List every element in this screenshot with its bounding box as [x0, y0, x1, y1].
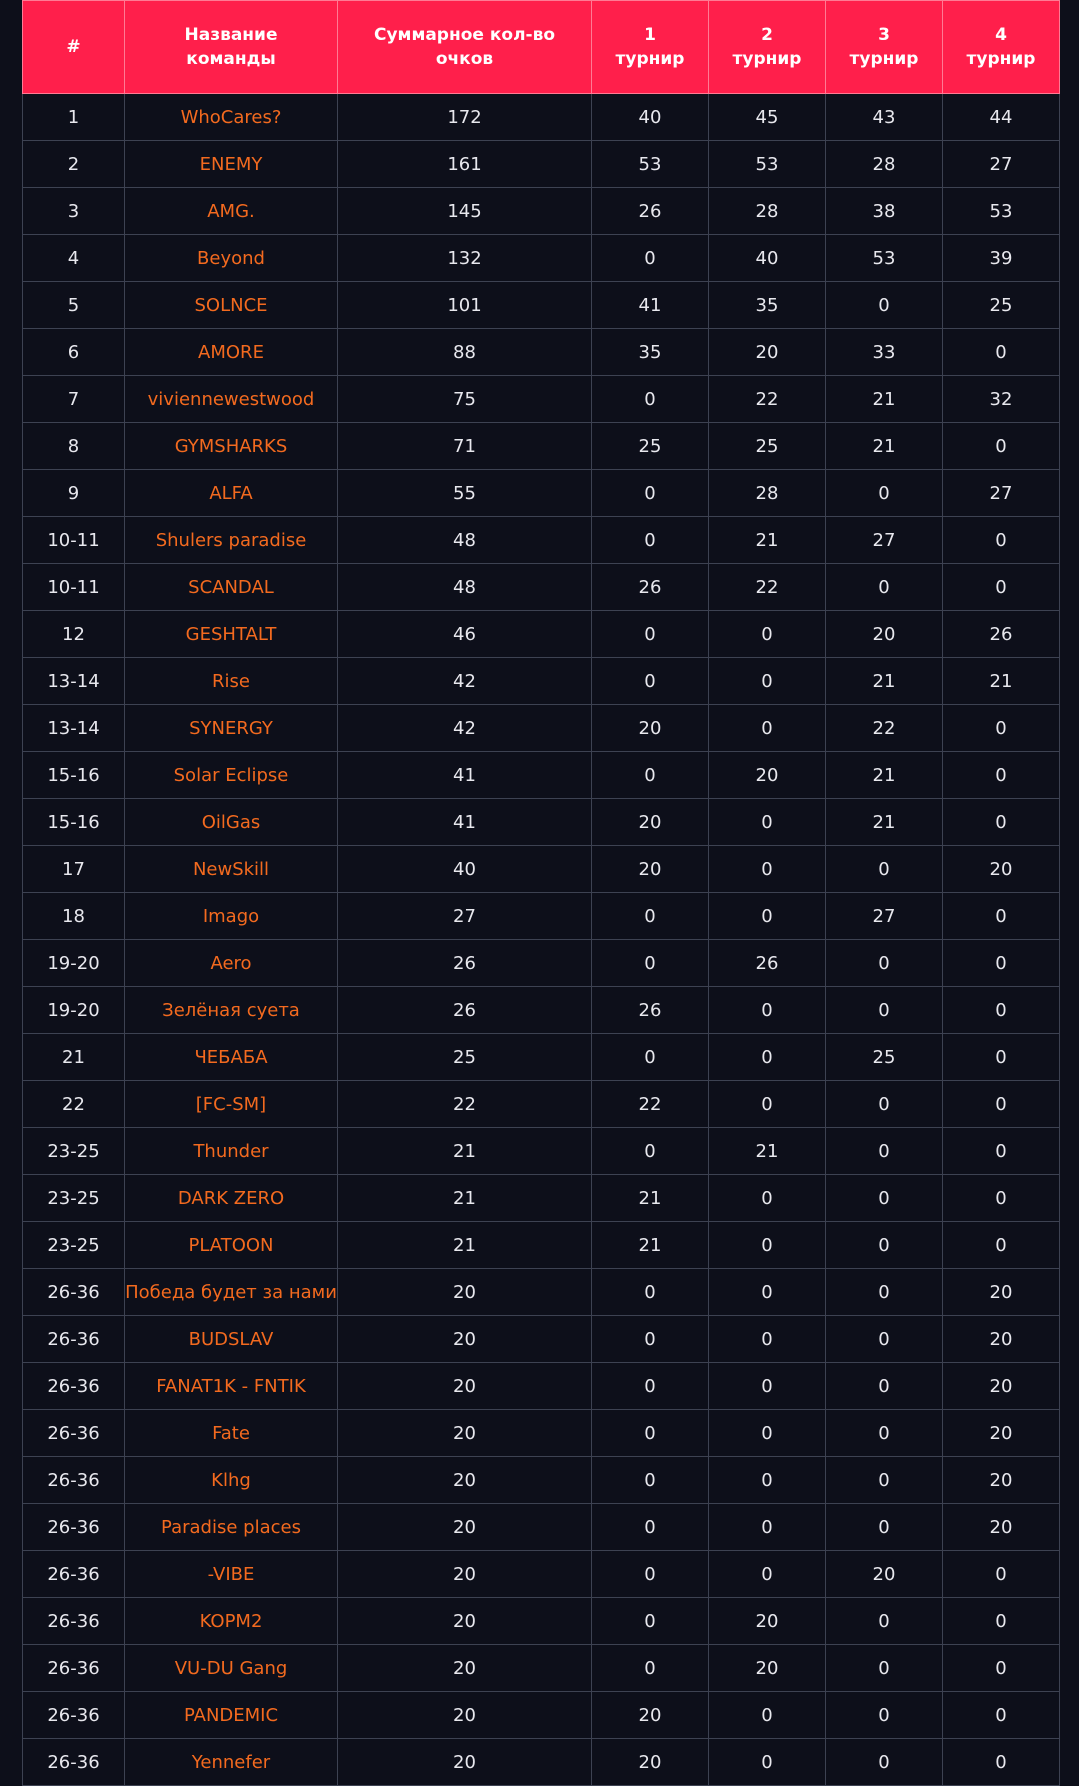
tournament-2-cell: 21 — [709, 1128, 826, 1175]
tournament-1-cell: 0 — [592, 517, 709, 564]
tournament-2-cell: 0 — [709, 658, 826, 705]
tournament-2-cell: 22 — [709, 564, 826, 611]
rank-cell: 13-14 — [23, 705, 125, 752]
team-name-cell: Rise — [125, 658, 338, 705]
tournament-4-cell: 0 — [943, 1175, 1060, 1222]
tournament-3-cell: 0 — [826, 470, 943, 517]
tournament-1-cell: 26 — [592, 188, 709, 235]
table-row — [23, 188, 1060, 235]
table-row — [23, 564, 1060, 611]
tournament-4-cell: 0 — [943, 705, 1060, 752]
tournament-3-cell: 27 — [826, 517, 943, 564]
team-name-cell: PLATOON — [125, 1222, 338, 1269]
tournament-3-cell: 20 — [826, 611, 943, 658]
tournament-4-cell: 0 — [943, 1692, 1060, 1739]
tournament-1-cell: 0 — [592, 235, 709, 282]
table-row — [23, 1504, 1060, 1551]
tournament-4-cell: 0 — [943, 1081, 1060, 1128]
table-row — [23, 1081, 1060, 1128]
tournament-3-cell: 0 — [826, 846, 943, 893]
rank-cell: 26-36 — [23, 1504, 125, 1551]
total-points-cell: 42 — [338, 705, 592, 752]
tournament-1-cell: 0 — [592, 1363, 709, 1410]
total-points-cell: 88 — [338, 329, 592, 376]
table-row — [23, 611, 1060, 658]
tournament-1-cell: 0 — [592, 1645, 709, 1692]
tournament-2-cell: 0 — [709, 1222, 826, 1269]
table-row — [23, 893, 1060, 940]
total-points-cell: 20 — [338, 1316, 592, 1363]
total-points-cell: 25 — [338, 1034, 592, 1081]
tournament-3-cell: 0 — [826, 1316, 943, 1363]
table-row — [23, 141, 1060, 188]
total-points-cell: 20 — [338, 1457, 592, 1504]
total-points-cell: 27 — [338, 893, 592, 940]
rank-cell: 5 — [23, 282, 125, 329]
team-name-cell: Yennefer — [125, 1739, 338, 1786]
team-name-cell: Shulers paradise — [125, 517, 338, 564]
team-name-cell: AMG. — [125, 188, 338, 235]
tournament-3-cell: 0 — [826, 1457, 943, 1504]
tournament-3-cell: 0 — [826, 1598, 943, 1645]
total-points-cell: 21 — [338, 1128, 592, 1175]
tournament-1-cell: 0 — [592, 1551, 709, 1598]
tournament-4-cell: 20 — [943, 846, 1060, 893]
team-name-cell: viviennewestwood — [125, 376, 338, 423]
tournament-1-cell: 41 — [592, 282, 709, 329]
tournament-1-cell: 0 — [592, 1269, 709, 1316]
total-points-cell: 20 — [338, 1269, 592, 1316]
team-name-cell: Fate — [125, 1410, 338, 1457]
tournament-3-cell: 0 — [826, 1269, 943, 1316]
tournament-2-cell: 25 — [709, 423, 826, 470]
tournament-4-cell: 25 — [943, 282, 1060, 329]
tournament-2-cell: 0 — [709, 1363, 826, 1410]
tournament-3-cell: 0 — [826, 1739, 943, 1786]
tournament-2-cell: 20 — [709, 1598, 826, 1645]
tournament-2-cell: 0 — [709, 1269, 826, 1316]
total-points-cell: 161 — [338, 141, 592, 188]
tournament-4-cell: 0 — [943, 329, 1060, 376]
header-tournament-3[interactable]: 3 турнир — [826, 1, 943, 94]
table-row — [23, 329, 1060, 376]
tournament-4-cell: 0 — [943, 517, 1060, 564]
table-row — [23, 1457, 1060, 1504]
tournament-1-cell: 26 — [592, 987, 709, 1034]
rank-cell: 26-36 — [23, 1363, 125, 1410]
team-name-cell: SOLNCE — [125, 282, 338, 329]
tournament-4-cell: 32 — [943, 376, 1060, 423]
tournament-4-cell: 21 — [943, 658, 1060, 705]
tournament-1-cell: 22 — [592, 1081, 709, 1128]
tournament-1-cell: 0 — [592, 1410, 709, 1457]
team-name-cell: KOPM2 — [125, 1598, 338, 1645]
table-row — [23, 376, 1060, 423]
team-name-cell: GESHTALT — [125, 611, 338, 658]
rank-cell: 8 — [23, 423, 125, 470]
tournament-3-cell: 0 — [826, 940, 943, 987]
tournament-3-cell: 21 — [826, 658, 943, 705]
table-row — [23, 705, 1060, 752]
tournament-3-cell: 0 — [826, 1081, 943, 1128]
tournament-4-cell: 27 — [943, 470, 1060, 517]
tournament-3-cell: 22 — [826, 705, 943, 752]
tournament-2-cell: 0 — [709, 611, 826, 658]
total-points-cell: 71 — [338, 423, 592, 470]
team-name-cell: Зелёная суета — [125, 987, 338, 1034]
total-points-cell: 41 — [338, 752, 592, 799]
tournament-4-cell: 27 — [943, 141, 1060, 188]
header-team-name[interactable]: Название команды — [125, 1, 338, 94]
table-row — [23, 1363, 1060, 1410]
tournament-4-cell: 39 — [943, 235, 1060, 282]
total-points-cell: 75 — [338, 376, 592, 423]
table-row — [23, 658, 1060, 705]
tournament-2-cell: 45 — [709, 94, 826, 141]
table-row — [23, 282, 1060, 329]
rank-cell: 15-16 — [23, 752, 125, 799]
tournament-4-cell: 0 — [943, 1598, 1060, 1645]
team-name-cell: WhoCares? — [125, 94, 338, 141]
tournament-2-cell: 0 — [709, 799, 826, 846]
tournament-1-cell: 21 — [592, 1222, 709, 1269]
tournament-3-cell: 0 — [826, 1222, 943, 1269]
total-points-cell: 26 — [338, 940, 592, 987]
tournament-1-cell: 25 — [592, 423, 709, 470]
tournament-1-cell: 20 — [592, 846, 709, 893]
rank-cell: 10-11 — [23, 564, 125, 611]
team-name-cell: -VIBE — [125, 1551, 338, 1598]
tournament-2-cell: 22 — [709, 376, 826, 423]
team-name-cell: Paradise places — [125, 1504, 338, 1551]
tournament-4-cell: 0 — [943, 987, 1060, 1034]
table-row — [23, 1598, 1060, 1645]
tournament-1-cell: 0 — [592, 658, 709, 705]
header-rank[interactable]: # — [23, 1, 125, 94]
rank-cell: 23-25 — [23, 1175, 125, 1222]
header-row — [23, 1, 1060, 94]
tournament-1-cell: 20 — [592, 799, 709, 846]
tournament-1-cell: 0 — [592, 611, 709, 658]
tournament-3-cell: 0 — [826, 1504, 943, 1551]
table-row — [23, 1316, 1060, 1363]
tournament-2-cell: 21 — [709, 517, 826, 564]
total-points-cell: 20 — [338, 1645, 592, 1692]
tournament-2-cell: 20 — [709, 752, 826, 799]
team-name-cell: [FC-SM] — [125, 1081, 338, 1128]
tournament-3-cell: 0 — [826, 1363, 943, 1410]
tournament-1-cell: 53 — [592, 141, 709, 188]
total-points-cell: 20 — [338, 1363, 592, 1410]
tournament-2-cell: 0 — [709, 1739, 826, 1786]
total-points-cell: 20 — [338, 1692, 592, 1739]
tournament-4-cell: 20 — [943, 1457, 1060, 1504]
tournament-1-cell: 0 — [592, 940, 709, 987]
tournament-2-cell: 20 — [709, 329, 826, 376]
tournament-2-cell: 0 — [709, 987, 826, 1034]
tournament-1-cell: 0 — [592, 1034, 709, 1081]
rank-cell: 21 — [23, 1034, 125, 1081]
tournament-3-cell: 0 — [826, 987, 943, 1034]
table-row — [23, 423, 1060, 470]
tournament-2-cell: 0 — [709, 1551, 826, 1598]
total-points-cell: 145 — [338, 188, 592, 235]
tournament-3-cell: 0 — [826, 1645, 943, 1692]
tournament-3-cell: 20 — [826, 1551, 943, 1598]
rank-cell: 10-11 — [23, 517, 125, 564]
tournament-4-cell: 53 — [943, 188, 1060, 235]
tournament-4-cell: 0 — [943, 1645, 1060, 1692]
tournament-2-cell: 28 — [709, 470, 826, 517]
tournament-4-cell: 0 — [943, 940, 1060, 987]
tournament-2-cell: 0 — [709, 1692, 826, 1739]
team-name-cell: ENEMY — [125, 141, 338, 188]
team-name-cell: Imago — [125, 893, 338, 940]
team-name-cell: Aero — [125, 940, 338, 987]
total-points-cell: 26 — [338, 987, 592, 1034]
rank-cell: 4 — [23, 235, 125, 282]
tournament-1-cell: 21 — [592, 1175, 709, 1222]
tournament-1-cell: 20 — [592, 705, 709, 752]
total-points-cell: 20 — [338, 1739, 592, 1786]
tournament-1-cell: 0 — [592, 376, 709, 423]
rank-cell: 2 — [23, 141, 125, 188]
tournament-1-cell: 0 — [592, 1316, 709, 1363]
tournament-3-cell: 33 — [826, 329, 943, 376]
tournament-1-cell: 0 — [592, 470, 709, 517]
team-name-cell: FANAT1K - FNTIK — [125, 1363, 338, 1410]
table-row — [23, 1222, 1060, 1269]
tournament-4-cell: 0 — [943, 893, 1060, 940]
team-name-cell: Победа будет за нами — [125, 1269, 338, 1316]
table-header — [23, 1, 1060, 94]
total-points-cell: 101 — [338, 282, 592, 329]
tournament-1-cell: 26 — [592, 564, 709, 611]
tournament-3-cell: 53 — [826, 235, 943, 282]
tournament-4-cell: 0 — [943, 564, 1060, 611]
tournament-2-cell: 0 — [709, 1316, 826, 1363]
table-row — [23, 1269, 1060, 1316]
tournament-2-cell: 0 — [709, 893, 826, 940]
tournament-3-cell: 0 — [826, 1692, 943, 1739]
tournament-2-cell: 0 — [709, 1175, 826, 1222]
total-points-cell: 132 — [338, 235, 592, 282]
team-name-cell: SYNERGY — [125, 705, 338, 752]
table-row — [23, 940, 1060, 987]
rank-cell: 26-36 — [23, 1269, 125, 1316]
tournament-3-cell: 21 — [826, 423, 943, 470]
rank-cell: 26-36 — [23, 1598, 125, 1645]
tournament-2-cell: 28 — [709, 188, 826, 235]
rank-cell: 13-14 — [23, 658, 125, 705]
tournament-1-cell: 0 — [592, 893, 709, 940]
tournament-3-cell: 0 — [826, 564, 943, 611]
tournament-4-cell: 0 — [943, 423, 1060, 470]
header-tournament-2[interactable]: 2 турнир — [709, 1, 826, 94]
total-points-cell: 20 — [338, 1551, 592, 1598]
tournament-4-cell: 20 — [943, 1269, 1060, 1316]
table-row — [23, 752, 1060, 799]
total-points-cell: 46 — [338, 611, 592, 658]
tournament-1-cell: 0 — [592, 1457, 709, 1504]
tournament-3-cell: 27 — [826, 893, 943, 940]
rank-cell: 23-25 — [23, 1222, 125, 1269]
header-tournament-4[interactable]: 4 турнир — [943, 1, 1060, 94]
team-name-cell: DARK ZERO — [125, 1175, 338, 1222]
table-row — [23, 94, 1060, 141]
tournament-3-cell: 0 — [826, 1175, 943, 1222]
tournament-1-cell: 35 — [592, 329, 709, 376]
rank-cell: 1 — [23, 94, 125, 141]
total-points-cell: 55 — [338, 470, 592, 517]
tournament-3-cell: 21 — [826, 799, 943, 846]
team-name-cell: Beyond — [125, 235, 338, 282]
tournament-1-cell: 0 — [592, 1598, 709, 1645]
tournament-2-cell: 0 — [709, 1457, 826, 1504]
rank-cell: 26-36 — [23, 1316, 125, 1363]
table-row — [23, 1410, 1060, 1457]
tournament-1-cell: 40 — [592, 94, 709, 141]
rank-cell: 18 — [23, 893, 125, 940]
rank-cell: 26-36 — [23, 1739, 125, 1786]
total-points-cell: 48 — [338, 564, 592, 611]
tournament-3-cell: 28 — [826, 141, 943, 188]
table-row — [23, 987, 1060, 1034]
tournament-1-cell: 0 — [592, 1504, 709, 1551]
tournament-2-cell: 0 — [709, 1034, 826, 1081]
tournament-1-cell: 20 — [592, 1739, 709, 1786]
table-row — [23, 1175, 1060, 1222]
total-points-cell: 20 — [338, 1410, 592, 1457]
rank-cell: 19-20 — [23, 940, 125, 987]
tournament-4-cell: 26 — [943, 611, 1060, 658]
tournament-3-cell: 21 — [826, 752, 943, 799]
tournament-3-cell: 38 — [826, 188, 943, 235]
tournament-1-cell: 0 — [592, 752, 709, 799]
tournament-4-cell: 0 — [943, 799, 1060, 846]
table-row — [23, 799, 1060, 846]
rank-cell: 23-25 — [23, 1128, 125, 1175]
tournament-2-cell: 0 — [709, 846, 826, 893]
total-points-cell: 42 — [338, 658, 592, 705]
team-name-cell: Klhg — [125, 1457, 338, 1504]
tournament-4-cell: 0 — [943, 1034, 1060, 1081]
team-name-cell: OilGas — [125, 799, 338, 846]
tournament-4-cell: 20 — [943, 1410, 1060, 1457]
table-row — [23, 517, 1060, 564]
standings-table — [22, 0, 1060, 1786]
total-points-cell: 22 — [338, 1081, 592, 1128]
tournament-3-cell: 0 — [826, 1128, 943, 1175]
rank-cell: 22 — [23, 1081, 125, 1128]
rank-cell: 26-36 — [23, 1645, 125, 1692]
tournament-4-cell: 20 — [943, 1316, 1060, 1363]
team-name-cell: VU-DU Gang — [125, 1645, 338, 1692]
team-name-cell: SCANDAL — [125, 564, 338, 611]
rank-cell: 15-16 — [23, 799, 125, 846]
tournament-2-cell: 0 — [709, 705, 826, 752]
rank-cell: 19-20 — [23, 987, 125, 1034]
tournament-3-cell: 0 — [826, 1410, 943, 1457]
tournament-2-cell: 0 — [709, 1504, 826, 1551]
rank-cell: 7 — [23, 376, 125, 423]
table-row — [23, 1128, 1060, 1175]
tournament-2-cell: 35 — [709, 282, 826, 329]
tournament-2-cell: 53 — [709, 141, 826, 188]
tournament-4-cell: 20 — [943, 1504, 1060, 1551]
rank-cell: 17 — [23, 846, 125, 893]
tournament-2-cell: 0 — [709, 1410, 826, 1457]
team-name-cell: GYMSHARKS — [125, 423, 338, 470]
total-points-cell: 172 — [338, 94, 592, 141]
tournament-3-cell: 0 — [826, 282, 943, 329]
tournament-4-cell: 0 — [943, 1128, 1060, 1175]
table-row — [23, 235, 1060, 282]
rank-cell: 26-36 — [23, 1457, 125, 1504]
team-name-cell: ALFA — [125, 470, 338, 517]
tournament-2-cell: 0 — [709, 1081, 826, 1128]
tournament-3-cell: 43 — [826, 94, 943, 141]
tournament-2-cell: 26 — [709, 940, 826, 987]
team-name-cell: Solar Eclipse — [125, 752, 338, 799]
tournament-3-cell: 21 — [826, 376, 943, 423]
table-row — [23, 1739, 1060, 1786]
rank-cell: 26-36 — [23, 1551, 125, 1598]
total-points-cell: 20 — [338, 1598, 592, 1645]
tournament-4-cell: 0 — [943, 1551, 1060, 1598]
tournament-2-cell: 40 — [709, 235, 826, 282]
tournament-4-cell: 44 — [943, 94, 1060, 141]
rank-cell: 6 — [23, 329, 125, 376]
rank-cell: 9 — [23, 470, 125, 517]
team-name-cell: NewSkill — [125, 846, 338, 893]
table-row — [23, 1551, 1060, 1598]
team-name-cell: ЧЕБАБА — [125, 1034, 338, 1081]
table-row — [23, 1645, 1060, 1692]
tournament-2-cell: 20 — [709, 1645, 826, 1692]
tournament-4-cell: 0 — [943, 1222, 1060, 1269]
total-points-cell: 48 — [338, 517, 592, 564]
total-points-cell: 41 — [338, 799, 592, 846]
rank-cell: 12 — [23, 611, 125, 658]
total-points-cell: 40 — [338, 846, 592, 893]
table-row — [23, 846, 1060, 893]
total-points-cell: 21 — [338, 1222, 592, 1269]
tournament-4-cell: 0 — [943, 752, 1060, 799]
tournament-1-cell: 0 — [592, 1128, 709, 1175]
rank-cell: 3 — [23, 188, 125, 235]
tournament-4-cell: 0 — [943, 1739, 1060, 1786]
team-name-cell: AMORE — [125, 329, 338, 376]
tournament-1-cell: 20 — [592, 1692, 709, 1739]
rank-cell: 26-36 — [23, 1692, 125, 1739]
tournament-3-cell: 25 — [826, 1034, 943, 1081]
total-points-cell: 21 — [338, 1175, 592, 1222]
table-row — [23, 1034, 1060, 1081]
table-row — [23, 470, 1060, 517]
tournament-4-cell: 20 — [943, 1363, 1060, 1410]
team-name-cell: BUDSLAV — [125, 1316, 338, 1363]
header-tournament-1[interactable]: 1 турнир — [592, 1, 709, 94]
team-name-cell: PANDEMIC — [125, 1692, 338, 1739]
header-total-points[interactable]: Суммарное кол-во очков — [338, 1, 592, 94]
table-body — [23, 94, 1060, 1786]
total-points-cell: 20 — [338, 1504, 592, 1551]
rank-cell: 26-36 — [23, 1410, 125, 1457]
team-name-cell: Thunder — [125, 1128, 338, 1175]
table-row — [23, 1692, 1060, 1739]
